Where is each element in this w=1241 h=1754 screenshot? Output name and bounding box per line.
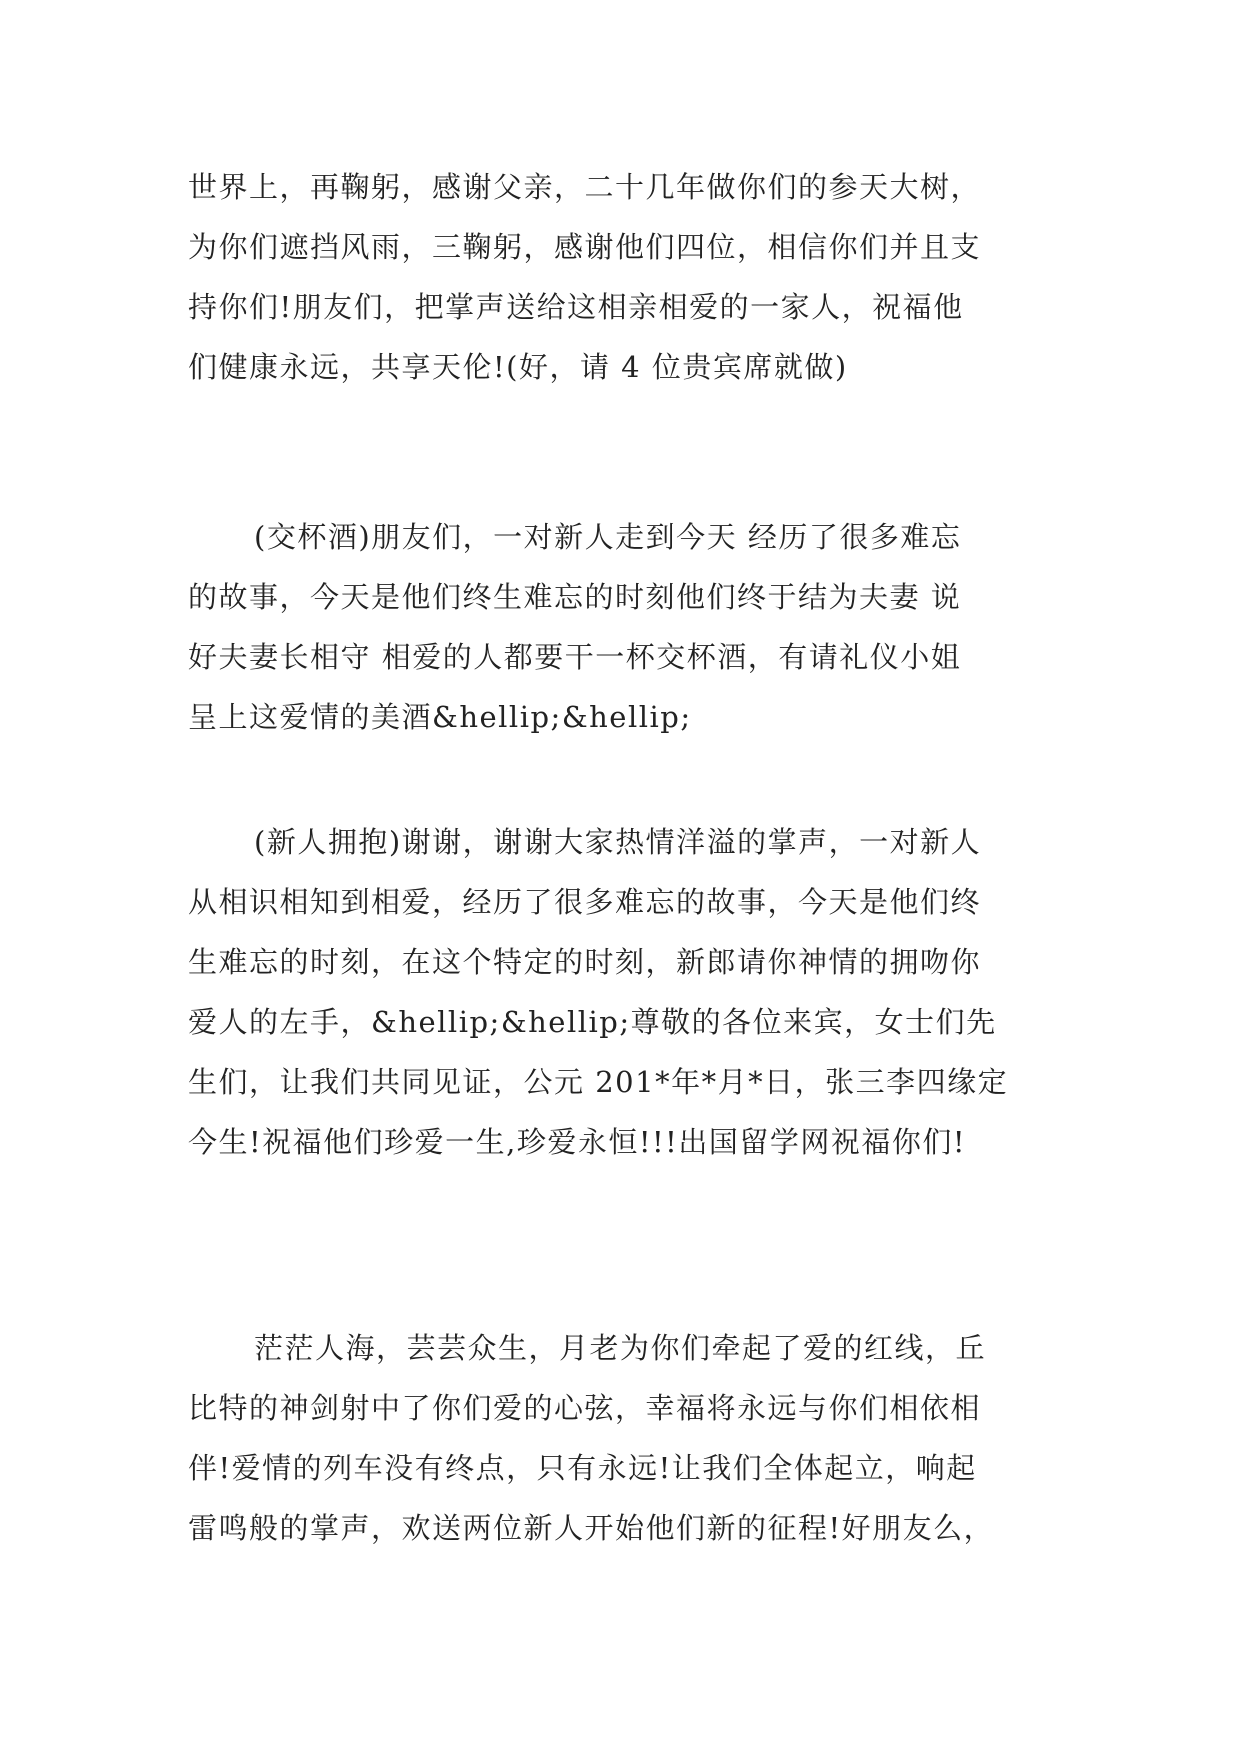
text-line: (交杯酒)朋友们，一对新人走到今天 经历了很多难忘 xyxy=(254,520,962,554)
text-line: (新人拥抱)谢谢，谢谢大家热情洋溢的掌声，一对新人 xyxy=(254,825,982,859)
paragraph-cross-cup-wine xyxy=(188,507,1060,747)
paragraph-newlywed-embrace xyxy=(188,812,1060,1172)
text-line: 茫茫人海，芸芸众生，月老为你们牵起了爱的红线，丘 xyxy=(254,1331,987,1365)
text-line: 生难忘的时刻，在这个特定的时刻，新郎请你神情的拥吻你 xyxy=(188,945,982,979)
text-line: 持你们!朋友们，把掌声送给这相亲相爱的一家人，祝福他 xyxy=(188,290,964,324)
text-line: 从相识相知到相爱，经历了很多难忘的故事，今天是他们终 xyxy=(188,885,982,919)
text-line: 呈上这爱情的美酒&hellip;&hellip; xyxy=(188,700,692,734)
text-line: 世界上，再鞠躬，感谢父亲，二十几年做你们的参天大树， xyxy=(188,170,982,204)
text-line: 的故事，今天是他们终生难忘的时刻他们终于结为夫妻 说 xyxy=(188,580,962,614)
text-line: 为你们遮挡风雨，三鞠躬，感谢他们四位，相信你们并且支 xyxy=(188,230,982,264)
text-line: 生们，让我们共同见证，公元 201*年*月*日，张三李四缘定 xyxy=(188,1065,1009,1099)
text-line: 们健康永远，共享天伦!(好，请 4 位贵宾席就做) xyxy=(188,350,848,384)
paragraph-closing-blessing xyxy=(188,1318,1060,1558)
text-line: 伴!爱情的列车没有终点，只有永远!让我们全体起立，响起 xyxy=(188,1451,977,1485)
text-line: 比特的神剑射中了你们爱的心弦，幸福将永远与你们相依相 xyxy=(188,1391,982,1425)
text-line: 好夫妻长相守 相爱的人都要干一杯交杯酒，有请礼仪小姐 xyxy=(188,640,962,674)
text-line: 今生!祝福他们珍爱一生,珍爱永恒!!!出国留学网祝福你们! xyxy=(188,1125,966,1159)
text-line: 雷鸣般的掌声，欢送两位新人开始他们新的征程!好朋友么， xyxy=(188,1511,995,1545)
text-line: 爱人的左手，&hellip;&hellip;尊敬的各位来宾，女士们先 xyxy=(188,1005,997,1039)
paragraph-parents-thanks xyxy=(188,157,1060,397)
